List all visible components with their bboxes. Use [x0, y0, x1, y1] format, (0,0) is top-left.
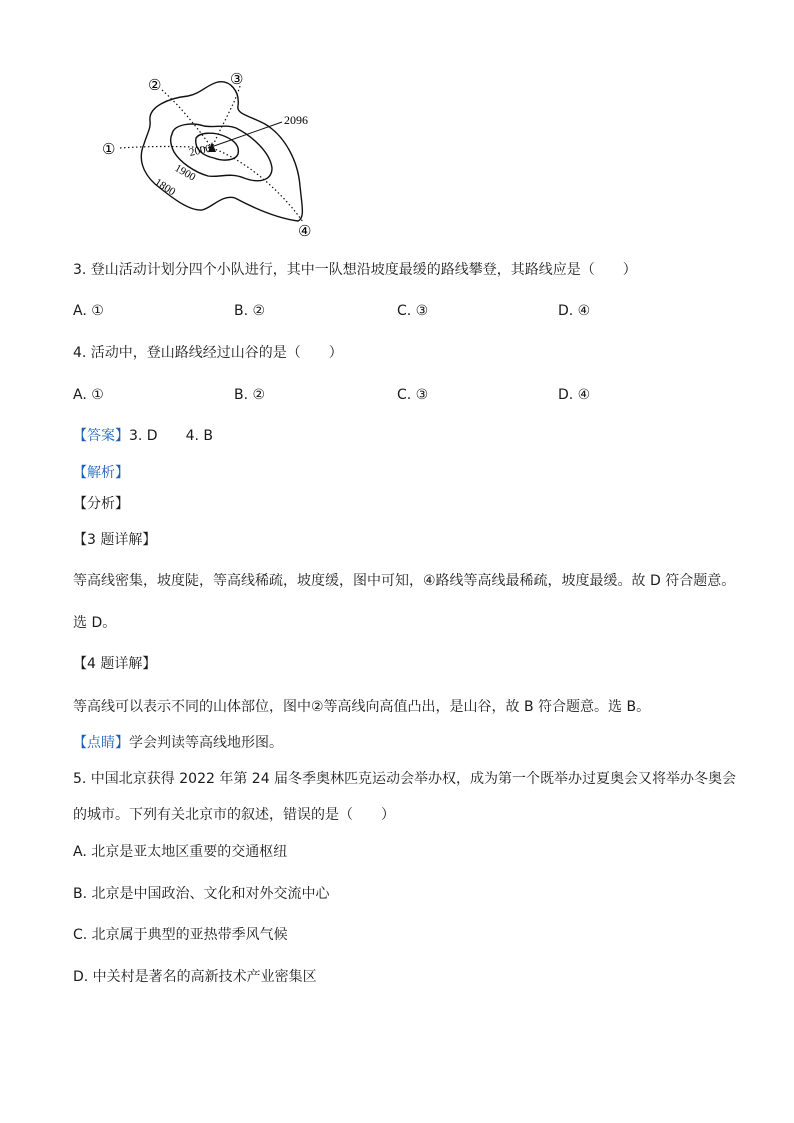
- q4-option-b: B. ②: [234, 387, 266, 403]
- q3-option-c: C. ③: [397, 303, 429, 319]
- q3-option-a: A. ①: [73, 303, 104, 319]
- route-label-3: ③: [230, 72, 244, 88]
- analysis-tag: 【解析】: [73, 465, 129, 481]
- q4-option-a: A. ①: [73, 387, 104, 403]
- contour-1800: [141, 82, 302, 221]
- contour-map-figure: [100, 66, 330, 242]
- q3-detail-body: 等高线密集，坡度陡，等高线稀疏，坡度缓，图中可知，④路线等高线最稀疏，坡度最缓。故 D 符合题意。: [73, 573, 736, 589]
- dianjing-line: [73, 733, 283, 753]
- contour-label-1800: 1800: [152, 176, 178, 199]
- question-5-stem-line-2: 的城市。下列有关北京市的叙述，错误的是（ ）: [73, 807, 395, 823]
- answer-tag: 【答案】: [73, 428, 129, 444]
- contour-label-2000: 2000: [188, 142, 213, 159]
- route-label-1: ①: [102, 142, 116, 158]
- dianjing-tag: 【点睛】: [73, 735, 129, 751]
- q4-option-c: C. ③: [397, 387, 429, 403]
- contour-label-1900: 1900: [172, 162, 198, 184]
- question-3-stem: 3. 登山活动计划分四个小队进行，其中一队想沿坡度最缓的路线攀登，其路线应是（ ）: [73, 262, 637, 278]
- route-2: [162, 90, 212, 148]
- q4-detail-body: 等高线可以表示不同的山体部位，图中②等高线向高值凸出，是山谷，故 B 符合题意。选 B。: [73, 699, 651, 715]
- q5-option-d: D. 中关村是著名的高新技术产业密集区: [73, 969, 317, 985]
- q5-option-b: B. 北京是中国政治、文化和对外交流中心: [73, 886, 330, 902]
- dianjing-text: 学会判读等高线地形图。: [129, 735, 283, 751]
- route-label-4: ④: [298, 224, 312, 240]
- q5-option-a: A. 北京是亚太地区重要的交通枢纽: [73, 844, 288, 860]
- fenxi-tag: 【分析】: [73, 496, 129, 512]
- answer-text: 3. D 4. B: [129, 428, 213, 444]
- q3-detail-title: 【3 题详解】: [73, 532, 157, 548]
- answer-line: [73, 426, 213, 446]
- q5-option-c: C. 北京属于典型的亚热带季风气候: [73, 927, 288, 943]
- contour-label-2096: 2096: [284, 113, 308, 127]
- q4-detail-title: 【4 题详解】: [73, 656, 157, 672]
- q4-option-d: D. ④: [558, 387, 591, 403]
- route-label-2: ②: [148, 78, 162, 94]
- route-4: [212, 148, 303, 222]
- question-4-stem: 4. 活动中，登山路线经过山谷的是（ ）: [73, 345, 343, 361]
- q3-option-b: B. ②: [234, 303, 266, 319]
- question-5-stem-line-1: 5. 中国北京获得 2022 年第 24 届冬季奥林匹克运动会举办权，成为第一个既举办过夏奥会又将举办冬奥会: [73, 771, 737, 787]
- q3-option-d: D. ④: [558, 303, 591, 319]
- q3-detail-end: 选 D。: [73, 615, 117, 631]
